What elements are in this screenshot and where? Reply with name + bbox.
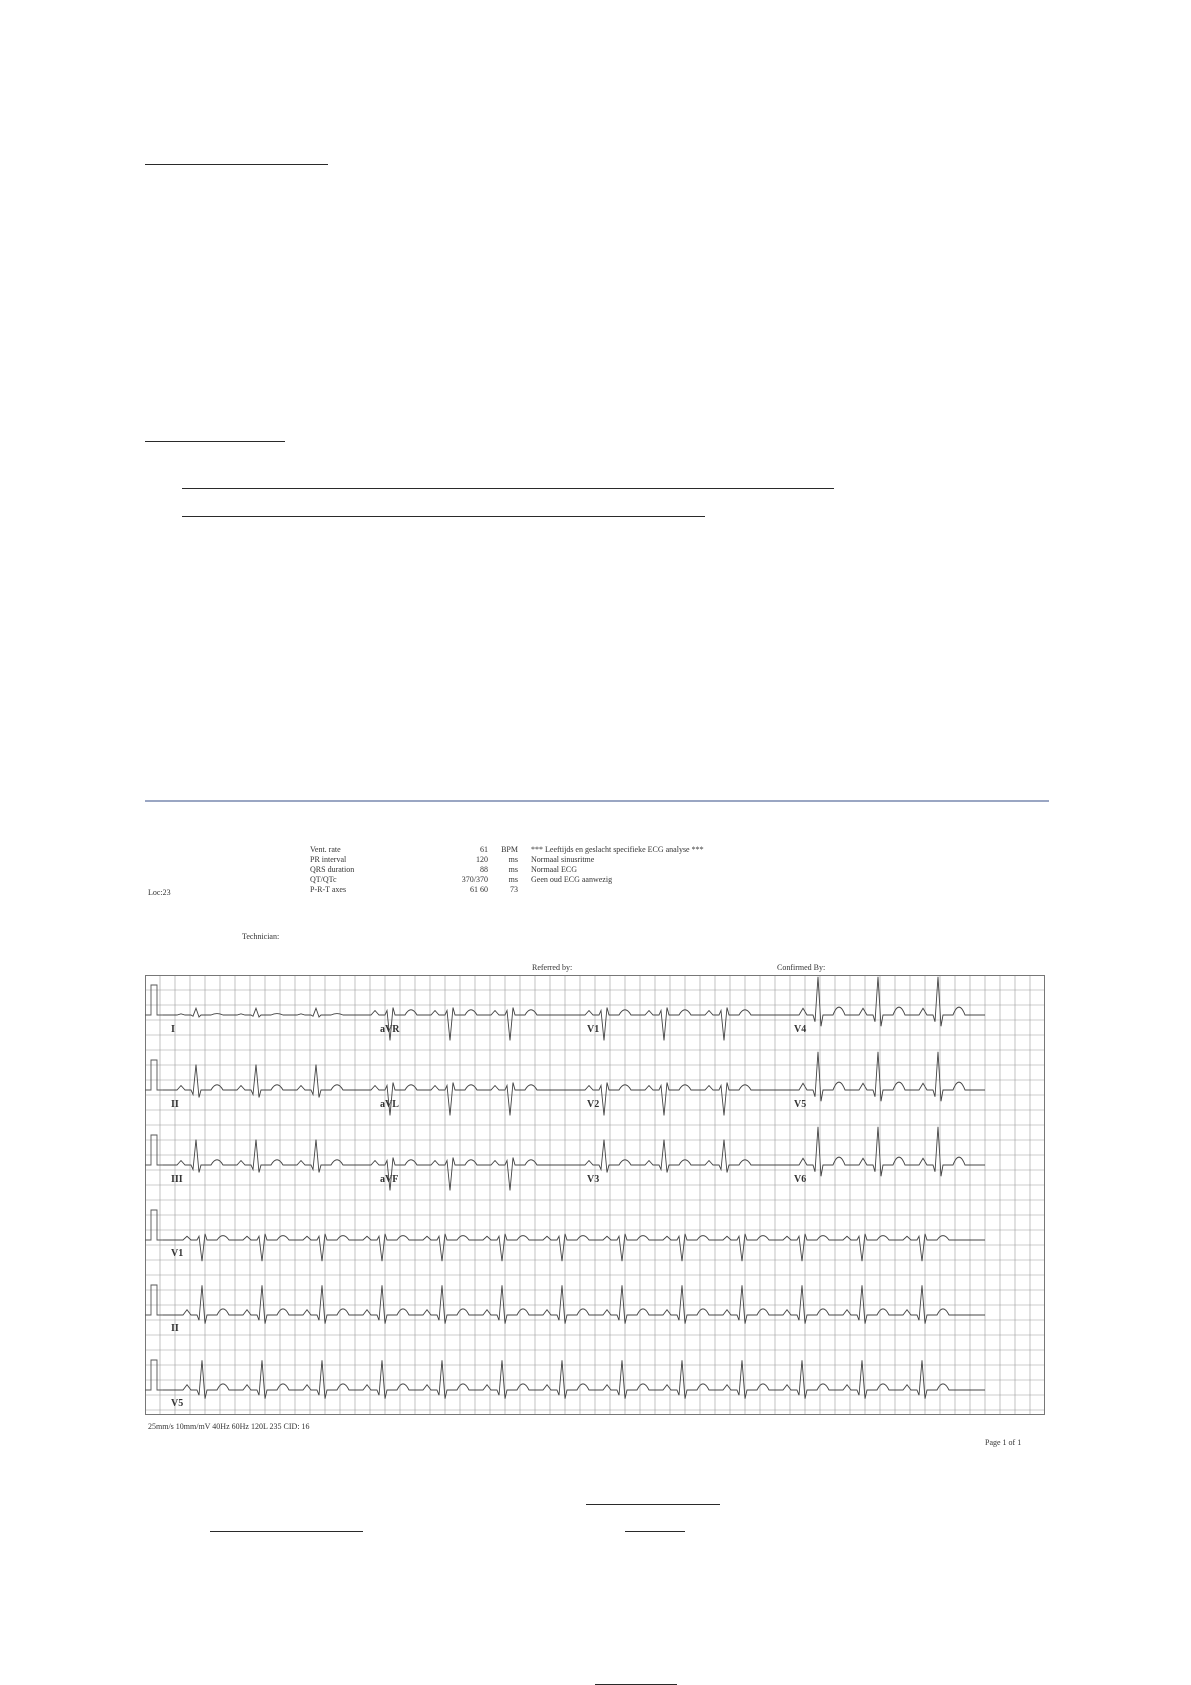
location-label: Loc:23 xyxy=(148,888,171,897)
text-underline-3 xyxy=(182,516,705,517)
ecg-trace xyxy=(557,1140,764,1173)
ecg-grid xyxy=(145,975,1045,1415)
confirmed-by-label: Confirmed By: xyxy=(777,963,826,972)
ecg-settings: 25mm/s 10mm/mV 40Hz 60Hz 120L 235 CID: 16 xyxy=(148,1422,310,1431)
interpretation-line: Normaal sinusritme xyxy=(531,855,595,864)
heading-underline-1 xyxy=(145,164,328,165)
lead-label-aVF: aVF xyxy=(380,1174,399,1185)
calibration-pulse xyxy=(145,1135,163,1165)
ecg-interpretation xyxy=(531,845,704,885)
calibration-pulse xyxy=(145,1285,163,1315)
text-underline-4 xyxy=(586,1504,720,1505)
lead-label-III: III xyxy=(171,1174,183,1185)
interpretation-line: Geen oud ECG aanwezig xyxy=(531,875,613,884)
calibration-pulse xyxy=(145,1210,163,1240)
lead-label-V3: V3 xyxy=(587,1174,600,1185)
ecg-measurements xyxy=(310,845,518,895)
measurement-row: P-R-T axes 61 60 73 xyxy=(310,885,518,894)
lead-label-aVR: aVR xyxy=(380,1024,400,1035)
lead-label-I: I xyxy=(171,1024,175,1035)
measurement-row: Vent. rate 61 BPM xyxy=(310,845,518,854)
ecg-rhythm-trace xyxy=(163,1285,985,1324)
ecg-trace xyxy=(764,1052,985,1102)
measurement-row: QRS duration 88 ms xyxy=(310,865,518,874)
lead-label-V2: V2 xyxy=(587,1099,600,1110)
lead-label-V4: V4 xyxy=(794,1024,807,1035)
interpretation-line: *** Leeftijds en geslacht specifieke ECG analyse *** xyxy=(531,845,704,854)
text-underline-1 xyxy=(182,488,562,489)
ecg-trace xyxy=(163,1140,350,1173)
text-underline-5 xyxy=(210,1531,363,1532)
page-indicator: Page 1 of 1 xyxy=(985,1438,1022,1447)
calibration-pulse xyxy=(145,1360,163,1390)
section-separator xyxy=(145,800,1049,802)
lead-label-aVL: aVL xyxy=(380,1099,399,1110)
referred-by-label: Referred by: xyxy=(532,963,573,972)
interpretation-line: Normaal ECG xyxy=(531,865,577,874)
calibration-pulse xyxy=(145,985,163,1015)
ecg-rhythm-trace xyxy=(163,1234,985,1262)
lead-label-V1: V1 xyxy=(587,1024,600,1035)
ecg-rhythm-trace xyxy=(163,1360,985,1399)
ecg-trace xyxy=(163,1065,350,1098)
ecg-trace xyxy=(764,977,985,1027)
ecg-trace xyxy=(163,1008,350,1017)
lead-label-rhythm-V1: V1 xyxy=(171,1248,184,1259)
text-underline-2 xyxy=(562,488,834,489)
measurement-row: QT/QTc 370/370 ms xyxy=(310,875,518,884)
lead-label-rhythm-II: II xyxy=(171,1323,179,1334)
lead-label-V6: V6 xyxy=(794,1174,807,1185)
lead-label-rhythm-V5: V5 xyxy=(171,1398,184,1409)
lead-label-II: II xyxy=(171,1099,179,1110)
calibration-pulse xyxy=(145,1060,163,1090)
measurement-row: PR interval 120 ms xyxy=(310,855,518,864)
ecg-trace xyxy=(764,1127,985,1177)
lead-label-V5: V5 xyxy=(794,1099,807,1110)
text-underline-6 xyxy=(625,1531,685,1532)
technician-label: Technician: xyxy=(242,932,280,941)
heading-underline-2 xyxy=(145,441,285,442)
